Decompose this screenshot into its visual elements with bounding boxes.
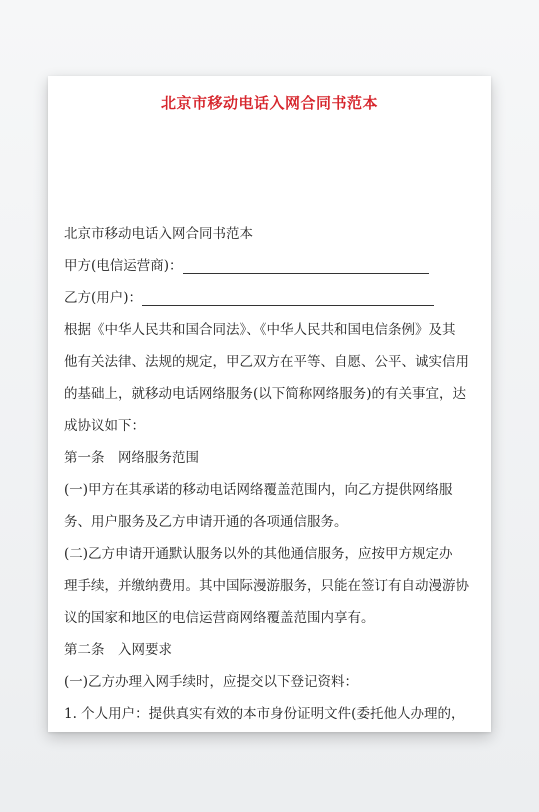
article2-heading: 第二条 入网要求: [64, 642, 172, 658]
party-a-line: [64, 250, 491, 282]
article1-p2-line-2: 理手续，并缴纳费用。其中国际漫游服务，只能在签订有自动漫游协: [64, 578, 469, 594]
document-title: 北京市移动电话入网合同书范本: [160, 94, 378, 112]
article1-p2-line-1: (二)乙方申请开通默认服务以外的其他通信服务，应按甲方规定办: [64, 546, 453, 562]
document-body: [64, 218, 491, 730]
document-page: [48, 76, 491, 732]
party-b-blank: [142, 287, 434, 306]
intro-line-3: 的基础上，就移动电话网络服务(以下简称网络服务)的有关事宜，达: [64, 386, 467, 402]
article2-p1: (一)乙方办理入网手续时，应提交以下登记资料：: [64, 674, 359, 690]
article1-p2-line-3: 议的国家和地区的电信运营商网络覆盖范围内享有。: [64, 610, 375, 626]
party-a-label: 甲方(电信运营商)：: [64, 258, 183, 274]
party-b-line: [64, 282, 491, 314]
document-subtitle: 北京市移动电话入网合同书范本: [64, 226, 253, 242]
intro-line-1: 根据《中华人民共和国合同法》、《中华人民共和国电信条例》及其: [64, 322, 456, 338]
article2-item1: 1. 个人用户：提供真实有效的本市身份证明文件(委托他人办理的，: [64, 706, 465, 722]
party-b-label: 乙方(用户)：: [64, 290, 143, 306]
article1-p1-line-2: 务、用户服务及乙方申请开通的各项通信服务。: [64, 514, 348, 530]
intro-line-4: 成协议如下：: [64, 418, 145, 434]
intro-line-2: 他有关法律、法规的规定，甲乙双方在平等、自愿、公平、诚实信用: [64, 354, 469, 370]
article1-heading: 第一条 网络服务范围: [64, 450, 199, 466]
article1-p1-line-1: (一)甲方在其承诺的移动电话网络覆盖范围内，向乙方提供网络服: [64, 482, 453, 498]
party-a-blank: [183, 255, 429, 274]
